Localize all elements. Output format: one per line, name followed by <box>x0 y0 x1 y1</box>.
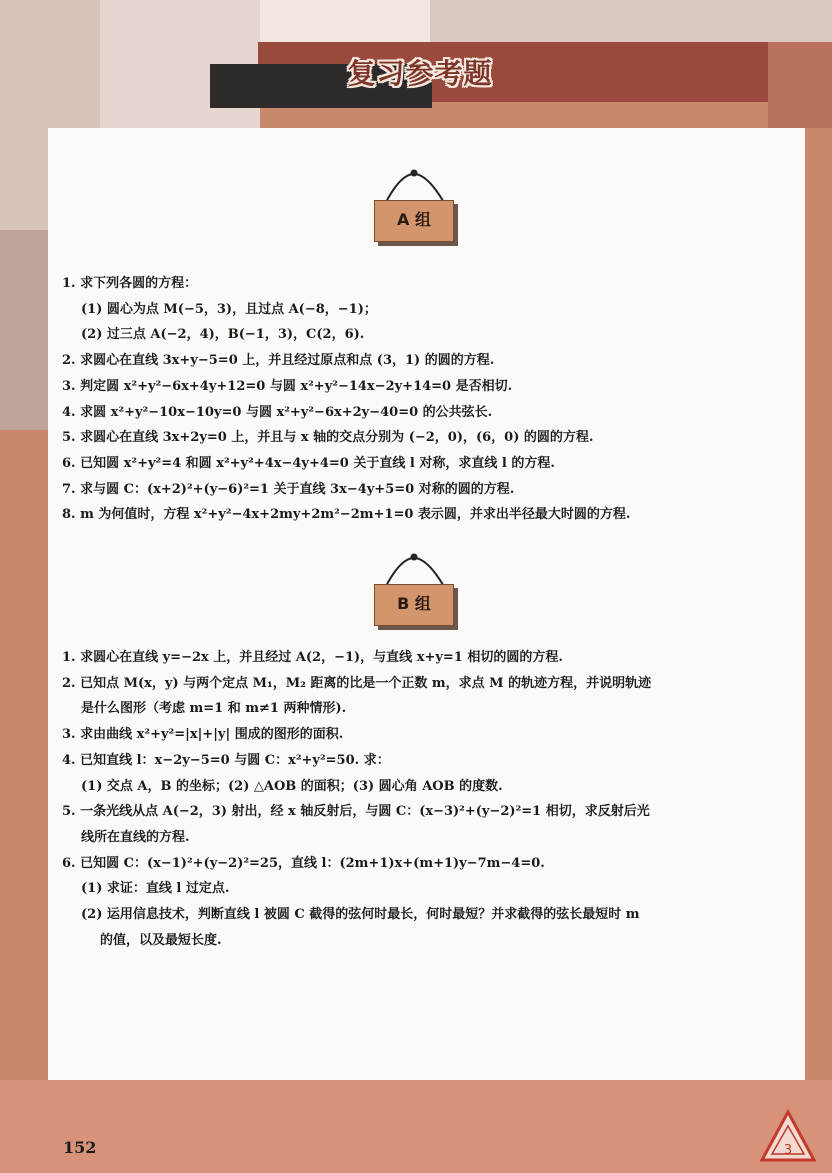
list-item: 6. 已知圆 C：(x−1)²+(y−2)²=25，直线 l：(2m+1)x+(m+1)y−7m−4=0. <box>62 855 545 871</box>
list-item: 8. m 为何值时，方程 x²+y²−4x+2my+2m²−2m+1=0 表示圆，并求出半径最大时圆的方程. <box>62 507 631 523</box>
decor-block <box>260 0 430 42</box>
decor-block <box>0 230 48 430</box>
group-a-list <box>62 271 782 528</box>
list-item: (2) 运用信息技术，判断直线 l 被圆 C 截得的弦何时最长，何时最短？并求截得的弦长最短时 m <box>81 907 640 923</box>
list-item: (1) 求证：直线 l 过定点. <box>81 881 230 897</box>
list-item: 5. 求圆心在直线 3x+2y=0 上，并且与 x 轴的交点分别为 (−2，0)，(6，0) 的圆的方程. <box>62 430 594 446</box>
group-b-label: B 组 <box>397 594 431 613</box>
list-item: 3. 求由曲线 x²+y²=|x|+|y| 围成的图形的面积. <box>62 727 344 743</box>
corner-triangle-icon <box>758 1104 818 1168</box>
list-item: 的值，以及最短长度. <box>100 932 222 948</box>
group-b-sign <box>370 550 460 630</box>
list-item: 6. 已知圆 x²+y²=4 和圆 x²+y²+4x−4y+4=0 关于直线 l 对称，求直线 l 的方程. <box>62 455 555 471</box>
decor-block <box>768 42 832 128</box>
list-item: 3. 判定圆 x²+y²−6x+4y+12=0 与圆 x²+y²−14x−2y+14=0 是否相切. <box>62 378 513 394</box>
list-item: 1. 求下列各圆的方程： <box>62 276 198 291</box>
group-a-sign <box>370 166 460 246</box>
list-item: (2) 过三点 A(−2，4)，B(−1，3)，C(2，6). <box>81 327 365 343</box>
list-item: 4. 已知直线 l：x−2y−5=0 与圆 C：x²+y²=50. 求： <box>62 752 390 768</box>
list-item: 1. 求圆心在直线 y=−2x 上，并且经过 A(2，−1)，与直线 x+y=1 相切的圆的方程. <box>62 650 563 665</box>
list-item: 7. 求与圆 C：(x+2)²+(y−6)²=1 关于直线 3x−4y+5=0 对称的圆的方程. <box>62 481 515 497</box>
list-item: (1) 交点 A，B 的坐标；(2) △AOB 的面积；(3) 圆心角 AOB 的度数. <box>81 778 503 794</box>
page-title: 复习参考题 <box>347 57 493 90</box>
group-a-label: A 组 <box>397 210 431 229</box>
list-item: 2. 求圆心在直线 3x+y−5=0 上，并且经过原点和点 (3，1) 的圆的方程. <box>62 353 495 369</box>
list-item: 4. 求圆 x²+y²−10x−10y=0 与圆 x²+y²−6x+2y−40=0 的公共弦长. <box>62 404 493 420</box>
corner-mark: 3 <box>783 1143 793 1158</box>
list-item: 是什么图形（考虑 m=1 和 m≠1 两种情形). <box>81 701 347 717</box>
decor-block <box>430 0 832 42</box>
list-item: 2. 已知点 M(x，y) 与两个定点 M₁，M₂ 距离的比是一个正数 m，求点 M 的轨迹方程，并说明轨迹 <box>62 675 652 691</box>
decor-block <box>0 1080 832 1173</box>
group-b-list <box>62 645 782 953</box>
list-item: (1) 圆心为点 M(−5，3)，且过点 A(−8，−1)； <box>81 301 377 317</box>
list-item: 线所在直线的方程. <box>81 829 190 845</box>
page-number: 152 <box>63 1138 97 1157</box>
list-item: 5. 一条光线从点 A(−2，3) 射出，经 x 轴反射后，与圆 C：(x−3)²+(y−2)²=1 相切，求反射后光 <box>62 804 650 820</box>
